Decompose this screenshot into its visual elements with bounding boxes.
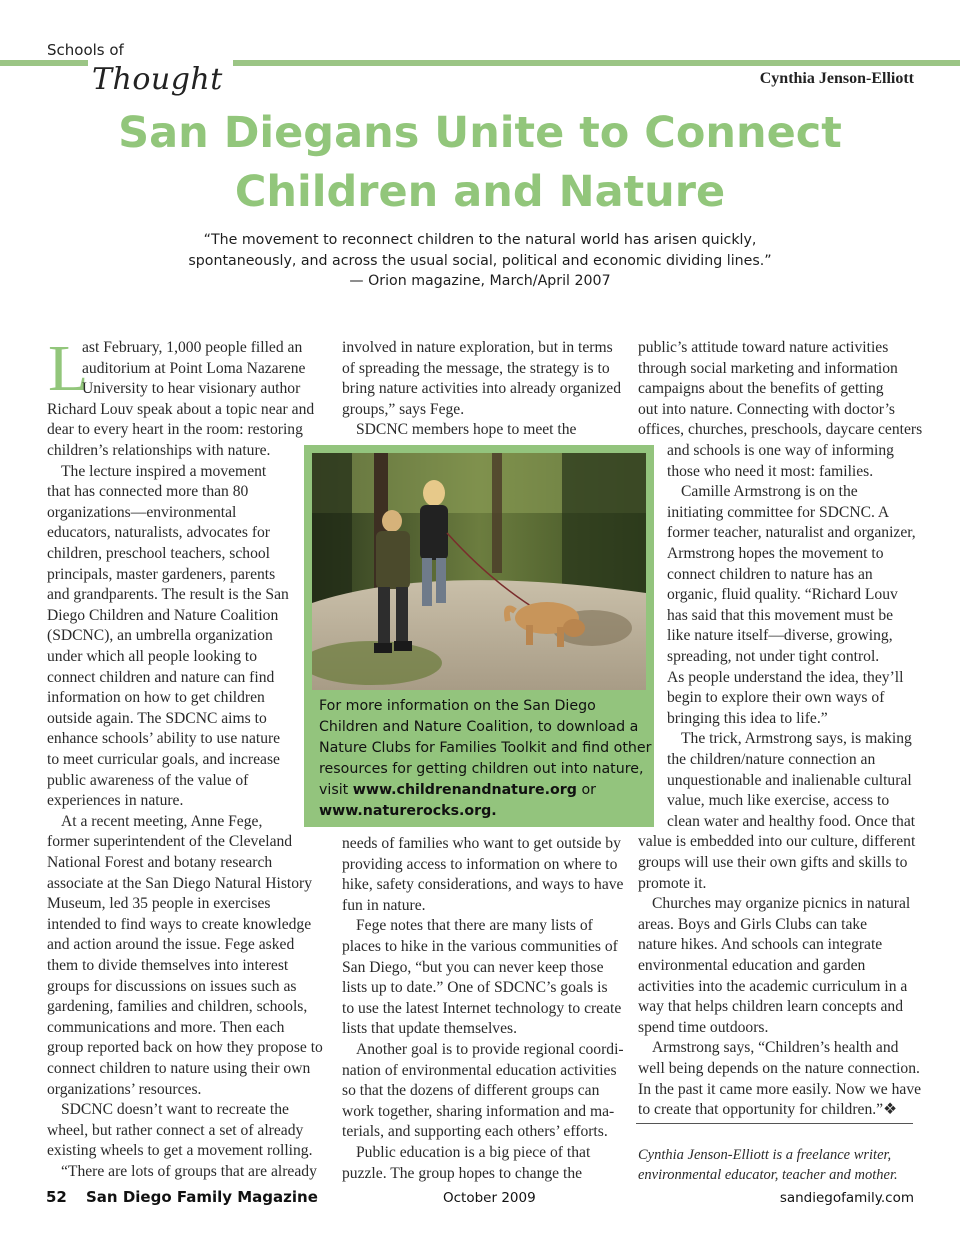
column-3-line: Camille Armstrong is on the (681, 483, 858, 501)
column-1-line: (SDCNC), an umbrella organization (47, 627, 273, 645)
column-1-line: Richard Louv speak about a topic near and (47, 400, 315, 418)
caption-line-3: Nature Clubs for Families Toolkit and find other (319, 740, 652, 756)
column-3-line: through social marketing and information (638, 359, 898, 377)
column-2-bottom-line: lists up to date.” One of SDCNC’s goals is (342, 979, 608, 997)
pull-quote-line-1: “The movement to reconnect children to the natural world has arisen quickly, (203, 232, 757, 248)
column-3-line: out into nature. Connecting with doctor’s (638, 400, 895, 418)
column-2-bottom-line: fun in nature. (342, 896, 426, 914)
column-2-bottom-line: places to hike in the various communities of (342, 938, 618, 955)
column-1-line: children’s relationships with nature. (47, 442, 271, 459)
column-3-line: connect children to nature has an (667, 565, 873, 583)
column-2-bottom-line: so that the dozens of different groups can (342, 1082, 600, 1100)
website: sandiegofamily.com (779, 1190, 914, 1206)
column-1-line: “There are lots of groups that are already (61, 1163, 317, 1180)
column-3-line: clean water and healthy food. Once that (667, 812, 916, 830)
column-3-line: the children/nature connection an (667, 751, 876, 768)
column-1-line: organizations—environmental (47, 503, 237, 521)
column-2-bottom-line: terials, and supporting each others’ efforts. (342, 1123, 608, 1141)
column-1-line: Museum, led 35 people in exercises (47, 895, 271, 913)
column-2-top-line: SDCNC members hope to meet the (356, 421, 577, 439)
column-1-line: public awareness of the value of (47, 771, 249, 789)
column-1-line: groups for discussions on issues such as (47, 977, 297, 995)
column-1-line: auditorium at Point Loma Nazarene (82, 359, 306, 377)
pull-quote-attribution: — Orion magazine, March/April 2007 (349, 273, 611, 289)
pull-quote-line-2: spontaneously, and across the usual social, political and economic dividing lines.” (188, 253, 772, 269)
column-1-line: connect children to nature using their own (47, 1060, 311, 1077)
column-3-line: As people understand the idea, they’ll (667, 668, 904, 686)
column-3-line: campaigns about the benefits of getting (638, 380, 884, 398)
column-1-line: communications and more. Then each (47, 1018, 285, 1036)
article-title-line-1: San Diegans Unite to Connect (118, 108, 842, 158)
column-1-line: group reported back on how they propose to (47, 1039, 323, 1057)
column-1-line: principals, master gardeners, parents (47, 565, 276, 583)
column-3-line: spend time outdoors. (638, 1018, 769, 1036)
column-2-top-line: of spreading the message, the strategy is to (342, 359, 610, 377)
column-3-line: bringing this idea to life.” (667, 709, 828, 727)
column-2-bottom-line: nation of environmental education activities (342, 1061, 617, 1079)
link-naturerocks[interactable]: www.naturerocks.org. (319, 803, 497, 819)
column-1-line: information on how to get children (47, 689, 265, 707)
byline-rule (636, 1123, 913, 1124)
caption-line-1: For more information on the San Diego (319, 698, 596, 714)
column-2-bottom-line: Another goal is to provide regional coordi- (356, 1041, 624, 1058)
caption-or-text: or (576, 782, 596, 798)
column-3-line: nature hikes. And schools can integrate (638, 936, 883, 954)
photo-illustration (312, 453, 646, 690)
column-3-line: offices, churches, preschools, daycare centers (638, 421, 923, 439)
column-2-bottom-line: to use the latest Internet technology to create (342, 999, 622, 1017)
column-3-line: well being depends on the nature connection. (638, 1060, 920, 1077)
column-3-line: groups will use their own gifts and skills to (638, 854, 908, 871)
column-1-line: ast February, 1,000 people filled an (82, 339, 303, 356)
page-number: 52 (46, 1188, 67, 1206)
column-1-line: organizations’ resources. (47, 1080, 202, 1098)
column-3-line: spreading, not under tight control. (667, 648, 880, 665)
byline-line-1: Cynthia Jenson-Elliott is a freelance writer, (638, 1147, 892, 1163)
column-1-line: wheel, but rather connect a set of already (47, 1121, 304, 1139)
column-1-line: dear to every heart in the room: restoring (47, 421, 303, 439)
caption-line-5 (319, 780, 596, 801)
column-1-line: The lecture inspired a movement (61, 462, 267, 480)
column-3-line: environmental education and garden (638, 957, 866, 974)
article-title-line-2: Children and Nature (234, 167, 726, 217)
column-2-top-line: groups,” says Fege. (342, 400, 465, 418)
column-1-line: Diego Children and Nature Coalition (47, 606, 279, 624)
column-3-line: Armstrong hopes the movement to (667, 545, 884, 562)
column-1-line: University to hear visionary author (82, 380, 301, 398)
column-1-line: them to divide themselves into interest (47, 957, 289, 974)
link-childrenandnature[interactable]: www.childrenandnature.org (352, 782, 577, 798)
column-2-bottom-line: lists that update themselves. (342, 1020, 517, 1038)
column-1-line: intended to find ways to create knowledge (47, 915, 312, 933)
caption-line-2: Children and Nature Coalition, to download a (319, 719, 639, 735)
column-3-line: former teacher, naturalist and organizer, (667, 524, 916, 542)
column-3-line: In the past it came more easily. Now we have (638, 1080, 922, 1098)
column-1-line: enhance schools’ ability to use nature (47, 730, 281, 748)
column-1-line: former superintendent of the Cleveland (47, 833, 293, 851)
caption-line-4: resources for getting children out into nature, (319, 761, 644, 777)
column-3-line: promote it. (638, 874, 707, 892)
column-1-line: gardening, families and children, schools, (47, 998, 308, 1016)
column-3-line: activities into the academic curriculum in a (638, 977, 908, 995)
column-1-line: and grandparents. The result is the San (47, 586, 289, 604)
column-3-line: those who need it most: families. (667, 462, 874, 480)
column-2-bottom-line: hike, safety considerations, and ways to have (342, 876, 624, 894)
column-1-line: associate at the San Diego Natural History (47, 874, 313, 892)
drop-cap: L (48, 332, 89, 405)
author-name: Cynthia Jenson-Elliott (759, 70, 914, 87)
caption-visit-text: visit (319, 782, 353, 798)
column-1-line: At a recent meeting, Anne Fege, (61, 812, 263, 830)
column-3-line: organic, fluid quality. “Richard Louv (667, 586, 898, 604)
column-2-bottom-line: providing access to information on where to (342, 855, 618, 873)
column-2-bottom-line: Fege notes that there are many lists of (356, 917, 593, 935)
column-2-bottom-line: Public education is a big piece of that (356, 1144, 591, 1161)
column-1-line: outside again. The SDCNC aims to (47, 709, 267, 727)
byline-line-2: environmental educator, teacher and mother. (638, 1167, 898, 1183)
section-label: Schools of (47, 41, 124, 59)
column-3-line: The trick, Armstrong says, is making (681, 730, 912, 748)
column-1-line: to meet curricular goals, and increase (47, 751, 280, 768)
column-1-line: educators, naturalists, advocates for (47, 524, 270, 542)
caption-line-6 (319, 801, 497, 822)
column-3-line: initiating committee for SDCNC. A (667, 503, 890, 521)
column-1-line: and action around the issue. Fege asked (47, 936, 295, 954)
column-3-line: unquestionable and inalienable cultural (667, 771, 912, 789)
column-3-line: areas. Boys and Girls Clubs can take (638, 915, 868, 933)
column-3-line: Armstrong says, “Children’s health and (652, 1039, 899, 1057)
column-3-line: begin to explore their own ways of (667, 689, 885, 707)
magazine-name: San Diego Family Magazine (86, 1188, 318, 1206)
section-script-title: Thought (88, 60, 233, 100)
column-1-line: under which all people looking to (47, 648, 258, 665)
column-1-line: that has connected more than 80 (47, 483, 249, 501)
column-2-top-line: bring nature activities into already organized (342, 380, 621, 398)
column-1-line: children, preschool teachers, school (47, 545, 270, 562)
column-3-line: has said that this movement must be (667, 606, 894, 624)
column-1-line: SDCNC doesn’t want to recreate the (61, 1101, 289, 1119)
column-2-top-line: involved in nature exploration, but in terms (342, 339, 613, 356)
column-2-bottom-line: work together, sharing information and ma- (342, 1102, 615, 1120)
column-1-line: connect children and nature can find (47, 668, 275, 686)
issue-date: October 2009 (443, 1190, 536, 1206)
photo-children-dog-trail (312, 453, 646, 690)
column-3-line: value, much like exercise, access to (667, 792, 890, 810)
column-3-line: to create that opportunity for children.”❖ (638, 1101, 898, 1119)
column-3-line: public’s attitude toward nature activities (638, 339, 889, 356)
column-2-bottom-line: San Diego, “but you can never keep those (342, 958, 604, 976)
column-3-line: Churches may organize picnics in natural (652, 895, 911, 913)
column-2-bottom-line: needs of families who want to get outside by (342, 835, 621, 852)
column-1-line: experiences in nature. (47, 792, 184, 810)
column-1-line: existing wheels to get a movement rolling. (47, 1142, 313, 1160)
column-3-line: way that helps children learn concepts and (638, 998, 903, 1016)
column-3-line: value is embedded into our culture, different (638, 833, 916, 851)
column-3-line: and schools is one way of informing (667, 442, 894, 459)
column-1-line: National Forest and botany research (47, 854, 273, 871)
column-3-line: like nature itself—diverse, growing, (667, 627, 893, 645)
column-2-bottom-line: puzzle. The group hopes to change the (342, 1164, 583, 1182)
